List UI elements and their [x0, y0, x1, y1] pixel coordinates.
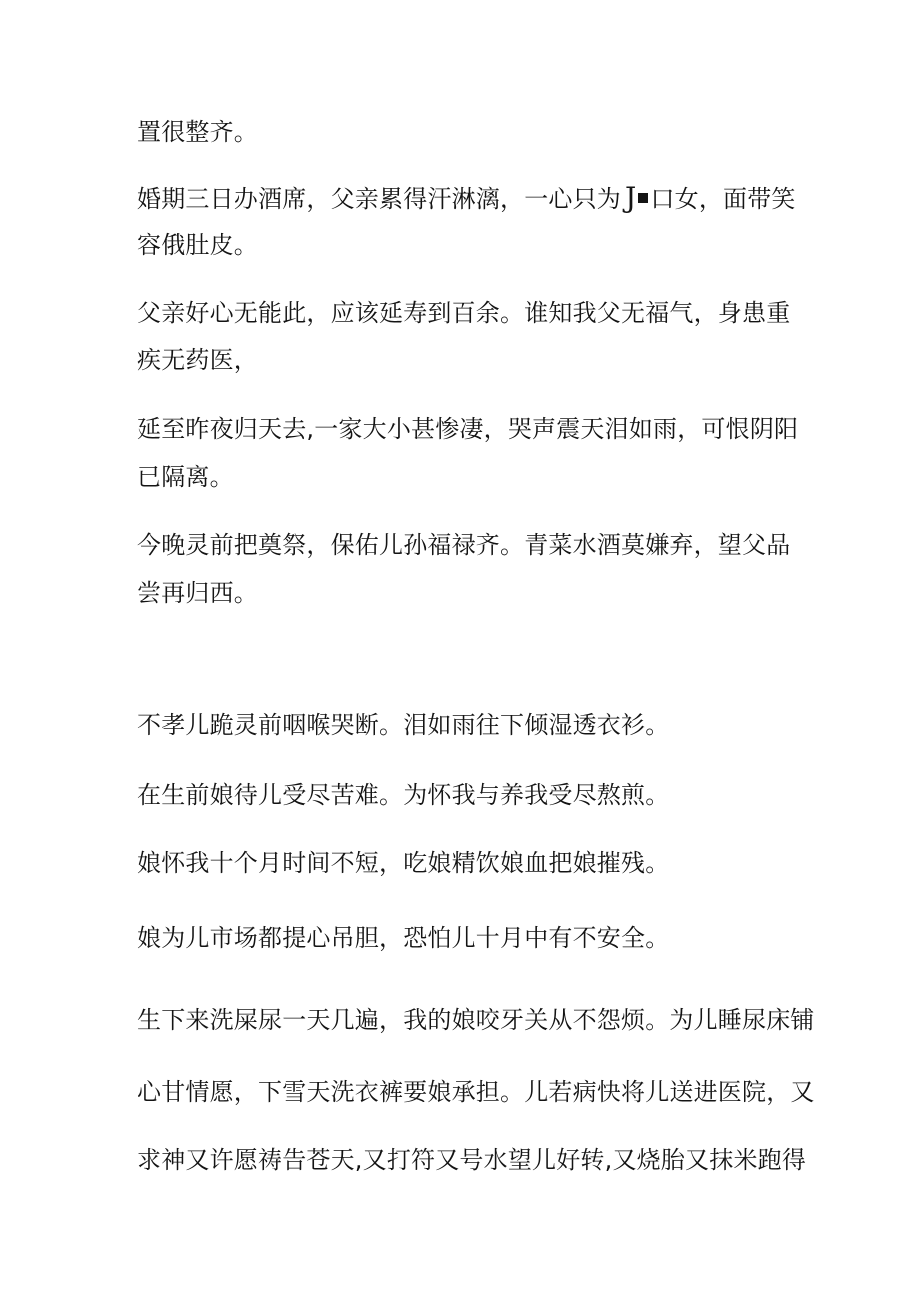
text-segment: 婚期三日办酒席，父亲累得汗淋漓，一心只为	[137, 185, 621, 213]
ocr-artifact-box	[638, 193, 648, 203]
text-line: 延至昨夜归天去,一家大小甚惨凄，哭声震天泪如雨，可恨阴阳	[137, 415, 799, 443]
text-line: 不孝儿跪灵前咽喉哭断。泪如雨往下倾湿透衣衫。	[137, 711, 670, 739]
text-line: 娘为儿市场都提心吊胆，恐怕儿十月中有不安全。	[137, 924, 670, 952]
text-line: 心甘情愿，下雪天洗衣裤要娘承担。儿若病快将儿送进医院，又	[137, 1078, 815, 1106]
text-line: 在生前娘待儿受尽苦难。为怀我与养我受尽熬煎。	[137, 781, 670, 809]
text-line: 生下来洗屎尿一天几遍，我的娘咬牙关从不怨烦。为儿睡尿床铺	[137, 1006, 815, 1034]
text-line	[137, 183, 796, 214]
text-line: 容俄肚皮。	[137, 231, 258, 259]
ocr-glyph: J	[625, 181, 637, 214]
text-line: 今晚灵前把奠祭，保佑儿孙福禄齐。青菜水酒莫嫌弃，望父品	[137, 531, 791, 559]
text-line: 疾无药医，	[137, 346, 258, 374]
text-line: 已隔离。	[137, 463, 234, 491]
text-line: 尝再归西。	[137, 579, 258, 607]
text-line: 置很整齐。	[137, 118, 258, 146]
text-line: 娘怀我十个月时间不短，吃娘精饮娘血把娘摧残。	[137, 849, 670, 877]
text-line: 求神又许愿祷告苍天,又打符又号水望儿好转,又烧胎又抹米跑得	[137, 1146, 807, 1174]
text-segment: 口女，面带笑	[650, 185, 796, 213]
text-line: 父亲好心无能此，应该延寿到百余。谁知我父无福气，身患重	[137, 299, 791, 327]
